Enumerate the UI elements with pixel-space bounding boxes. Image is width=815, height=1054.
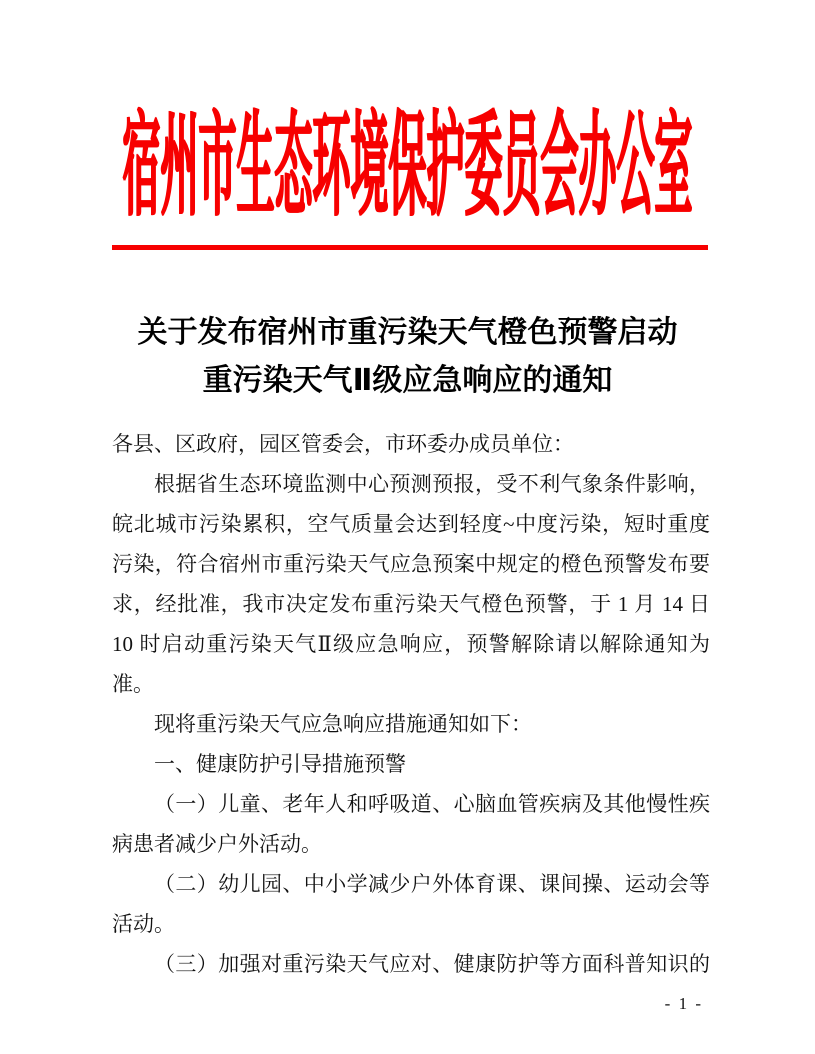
body-line: 准。 [112,672,154,696]
body-line: 污染，符合宿州市重污染天气应急预案中规定的橙色预警发布要 [112,552,710,576]
body-line: 活动。 [112,912,175,936]
body-line: 病患者减少户外活动。 [112,832,322,856]
letterhead-title: 宿州市生态环境保护委员会办公室 [122,106,693,232]
document-body [112,424,710,984]
document-title [0,309,815,405]
body-line: （二）幼儿园、中小学减少户外体育课、课间操、运动会等 [154,872,710,896]
section-heading: 一、健康防护引导措施预警 [154,752,406,776]
letterhead [0,106,815,232]
document-title-line1: 关于发布宿州市重污染天气橙色预警启动 [137,316,678,349]
letterhead-rule [112,245,708,250]
body-line: （一）儿童、老年人和呼吸道、心脑血管疾病及其他慢性疾 [154,792,710,816]
body-line: （三）加强对重污染天气应对、健康防护等方面科普知识的 [154,952,710,976]
body-line: 10 时启动重污染天气Ⅱ级应急响应，预警解除请以解除通知为 [112,632,710,656]
body-line: 皖北城市污染累积，空气质量会达到轻度~中度污染，短时重度 [112,512,710,536]
body-line: 根据省生态环境监测中心预测预报，受不利气象条件影响， [154,472,710,496]
salutation-line: 各县、区政府，园区管委会，市环委办成员单位： [112,432,574,456]
page-number: - 1 - [664,994,703,1013]
body-line: 现将重污染天气应急响应措施通知如下： [154,712,532,736]
document-title-line2: 重污染天气Ⅱ级应急响应的通知 [202,364,613,397]
body-line: 求，经批准，我市决定发布重污染天气橙色预警，于 1 月 14 日 [112,592,710,616]
